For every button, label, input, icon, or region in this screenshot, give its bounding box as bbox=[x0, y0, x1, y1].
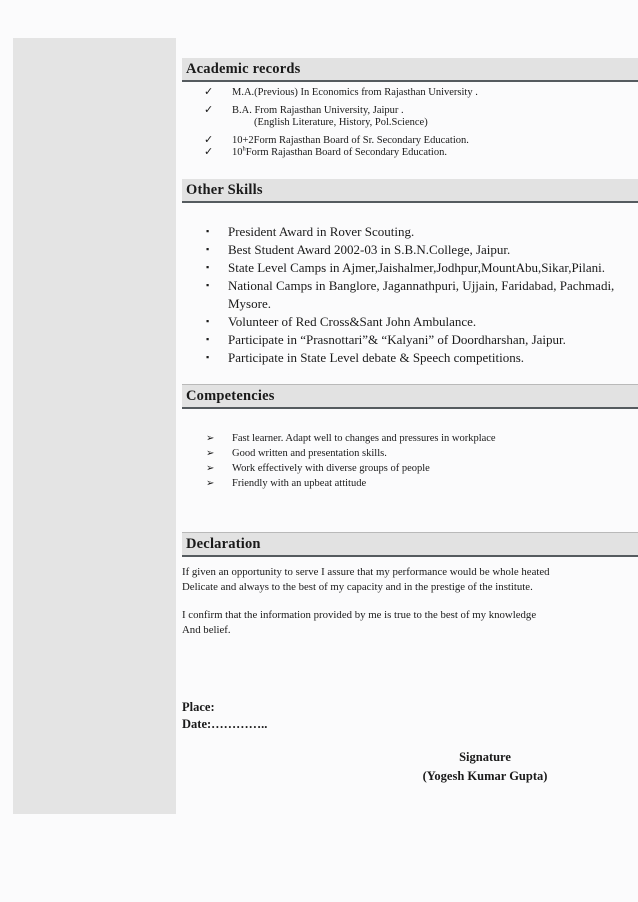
section-header-academic-records bbox=[182, 58, 638, 82]
resume-content-column bbox=[182, 58, 638, 786]
list-item bbox=[182, 147, 638, 159]
square-bullet-icon: ▪ bbox=[206, 280, 210, 291]
place-label: Place: bbox=[182, 700, 215, 715]
checkmark-icon: ✓ bbox=[204, 103, 214, 116]
academic-item-ma: M.A.(Previous) In Economics from Rajasthan University . bbox=[232, 87, 478, 99]
section-title-declaration: Declaration bbox=[186, 535, 261, 552]
declaration-paragraph-1-line-2: Delicate and always to the best of my capacity and in the prestige of the institute. bbox=[182, 580, 533, 593]
section-declaration bbox=[182, 532, 638, 637]
left-decorative-panel bbox=[13, 38, 176, 814]
arrow-bullet-icon: ➢ bbox=[206, 433, 215, 445]
skill-item-2: Best Student Award 2002-03 in S.B.N.College, Jaipur. bbox=[228, 242, 511, 258]
declaration-paragraph-2-line-1: I confirm that the information provided by me is true to the best of my knowledge bbox=[182, 609, 537, 622]
square-bullet-icon: ▪ bbox=[206, 244, 210, 255]
section-academic-records bbox=[182, 58, 638, 159]
list-item bbox=[182, 331, 638, 348]
checkmark-icon: ✓ bbox=[204, 133, 214, 146]
signature-area bbox=[182, 699, 638, 785]
academic-item-10plus2: 10+2Form Rajasthan Board of Sr. Secondary Education. bbox=[232, 134, 469, 146]
arrow-bullet-icon: ➢ bbox=[206, 478, 215, 490]
academic-records-list bbox=[182, 87, 638, 159]
competency-item-2: Good written and presentation skills. bbox=[232, 448, 387, 460]
date-label: Date:………….. bbox=[182, 717, 268, 732]
square-bullet-icon: ▪ bbox=[206, 315, 210, 326]
arrow-bullet-icon: ➢ bbox=[206, 448, 215, 460]
checkmark-icon: ✓ bbox=[204, 86, 214, 99]
academic-subjects-note: (English Literature, History, Pol.Science) bbox=[254, 117, 428, 129]
square-bullet-icon: ▪ bbox=[206, 262, 210, 273]
declaration-paragraph-2-line-2: And belief. bbox=[182, 623, 231, 636]
section-competencies bbox=[182, 384, 638, 492]
skill-item-4: National Camps in Banglore, Jagannathpuri, Ujjain, Faridabad, Pachmadi, Mysore. bbox=[228, 278, 615, 311]
section-header-declaration bbox=[182, 532, 638, 557]
arrow-bullet-icon: ➢ bbox=[206, 463, 215, 475]
skill-item-5: Volunteer of Red Cross&Sant John Ambulance. bbox=[228, 313, 477, 329]
square-bullet-icon: ▪ bbox=[206, 333, 210, 344]
square-bullet-icon: ▪ bbox=[206, 352, 210, 363]
declaration-paragraph-1-line-1: If given an opportunity to serve I assure that my performance would be whole heated bbox=[182, 566, 550, 579]
academic-subnote-row bbox=[182, 117, 638, 129]
list-item bbox=[182, 477, 638, 492]
section-other-skills bbox=[182, 179, 638, 366]
academic-item-ba: B.A. From Rajasthan University, Jaipur . bbox=[232, 104, 404, 116]
square-bullet-icon: ▪ bbox=[206, 225, 210, 236]
section-header-other-skills bbox=[182, 179, 638, 203]
list-item bbox=[182, 135, 638, 147]
declaration-body bbox=[182, 565, 638, 637]
list-item bbox=[182, 87, 638, 99]
list-item bbox=[182, 462, 638, 477]
section-header-competencies bbox=[182, 384, 638, 409]
skill-item-7: Participate in State Level debate & Speech competitions. bbox=[228, 350, 525, 366]
competency-item-1: Fast learner. Adapt well to changes and pressures in workplace bbox=[232, 433, 496, 445]
section-title-other-skills: Other Skills bbox=[186, 181, 263, 198]
signer-name: (Yogesh Kumar Gupta) bbox=[422, 768, 548, 783]
other-skills-list bbox=[182, 223, 638, 366]
academic-item-10th: 10$^h$Form Rajasthan Board of Secondary Education. bbox=[232, 145, 447, 159]
section-title-academic-records: Academic records bbox=[186, 61, 301, 77]
signature-name-block bbox=[182, 748, 638, 786]
section-title-competencies: Competencies bbox=[186, 388, 275, 405]
list-item bbox=[182, 432, 638, 447]
list-item bbox=[182, 259, 638, 276]
competency-item-3: Work effectively with diverse groups of people bbox=[232, 463, 430, 475]
list-item bbox=[182, 313, 638, 330]
skill-item-6: Participate in “Prasnottari”& “Kalyani” of Doordharshan, Jaipur. bbox=[228, 331, 566, 347]
skill-item-1: President Award in Rover Scouting. bbox=[228, 223, 415, 239]
skill-item-3: State Level Camps in Ajmer,Jaishalmer,Jodhpur,MountAbu,Sikar,Pilani. bbox=[228, 260, 606, 276]
list-item bbox=[182, 241, 638, 258]
list-item bbox=[182, 447, 638, 462]
list-item bbox=[182, 223, 638, 240]
list-item bbox=[182, 277, 638, 311]
competency-item-4: Friendly with an upbeat attitude bbox=[232, 478, 367, 490]
list-item bbox=[182, 105, 638, 117]
list-item bbox=[182, 349, 638, 366]
signature-label: Signature bbox=[459, 750, 511, 765]
competencies-list bbox=[182, 432, 638, 492]
checkmark-icon: ✓ bbox=[204, 146, 214, 159]
